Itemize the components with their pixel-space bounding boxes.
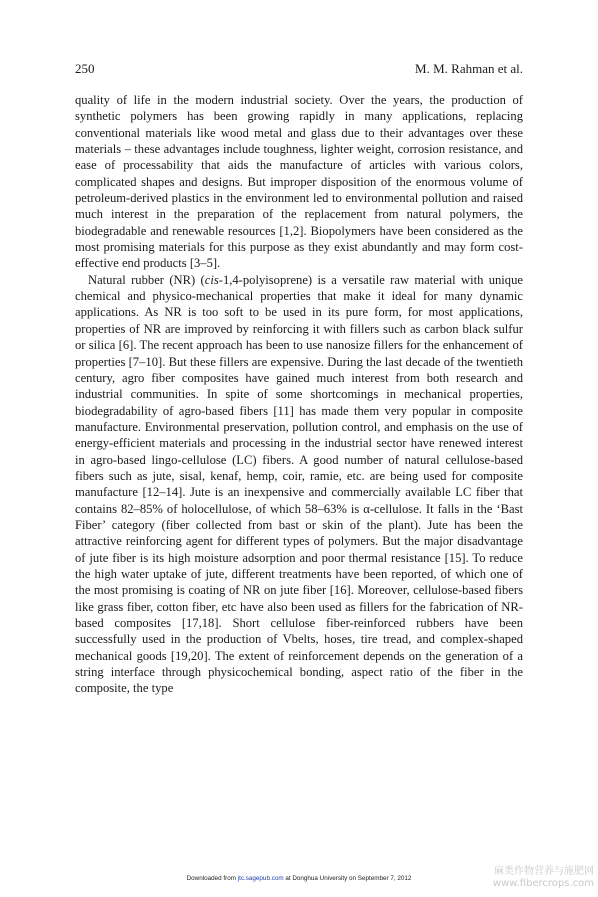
paragraph-text: -1,4-polyisoprene) is a versatile raw material with unique chemical and physico-mechanical properties that make it ideal for many dynamic applications. As NR is too soft to be used in its pure form, for most applications, properties of NR are improved by reinforcing it with fillers such as carbon black sulfur or silica [6]. The recent approach has been to use nanosize fillers for the enhancement of properties [7–10]. But these fillers are expensive. During the last decade of the twentieth century, agro fiber composites have gained much interest from both research and industrial communities. In spite of some shortcomings in mechanical properties, biodegradability of agro-based fibers [11] has made them very popular in composite manufacture. Environmental preservation, pollution control, and emphasis on the use of energy-efficient materials and processing in the industrial sector have renewed interest in agro-based lingo-cellulose (LC) fibers. A good number of natural cellulose-based fibers such as jute, sisal, kenaf, hemp, coir, ramie, etc. are being used for composite manufacture [12–14]. Jute is an inexpensive and commercially available LC fiber that contains 82–85% of holocellulose, of which 58–63% is α-cellulose. It falls in the ‘Bast Fiber’ category (fiber collected from bast or skin of the plant). Jute has been the attractive reinforcing agent for different types of polymers. But the major disadvantage of jute fiber is its high moisture adsorption and poor thermal resistance [15]. To reduce the high water uptake of jute, different treatments have been reported, of which one of the most promising is coating of NR on jute fiber [16]. Moreover, cellulose-based fibers like grass fiber, cotton fiber, etc have also been used as fillers for the fabrication of NR-based composites [17,18]. Short cellulose fiber-reinforced rubbers have been successfully used in the production of Vbelts, hoses, tire tread, and complex-shaped mechanical goods [19,20]. The extent of reinforcement depends on the generation of a string interface through physicochemical bonding, aspect ratio of the fiber in the composite, the type: [75, 272, 523, 696]
page-number: 250: [75, 61, 95, 76]
footer-link[interactable]: jtc.sagepub.com: [237, 875, 284, 882]
watermark-line-2: www.fibercrops.com: [492, 878, 594, 889]
watermark: [493, 866, 594, 890]
footer-prefix: Downloaded from: [186, 875, 238, 882]
paragraph-text: Natural rubber (NR) (: [88, 272, 205, 287]
footer-suffix: at Donghua University on September 7, 2012: [283, 875, 412, 882]
paragraph: [75, 272, 523, 697]
watermark-line-1: 麻类作物营养与施肥网: [494, 866, 594, 877]
italic-text: cis: [204, 272, 219, 287]
body-text: [75, 92, 523, 697]
paragraph: [75, 92, 523, 272]
paragraph-text: quality of life in the modern industrial society. Over the years, the production of synthetic polymers has been growing rapidly in many applications, replacing conventional materials like wood metal and glass due to their advantages over these materials – these advantages include toughness, lighter weight, corrosion resistance, and ease of processability that aids the manufacture of articles with various colors, complicated shapes and designs. But improper disposition of the enormous volume of petroleum-derived plastics in the environment led to environmental pollution and raised much interest in the preparation of the replacement from natural polymers, the biodegradable and renewable resources [1,2]. Biopolymers have been considered as the most promising materials for this purpose as they exist abundantly and may form cost-effective end products [3–5].: [75, 93, 523, 271]
running-head: M. M. Rahman et al.: [415, 61, 523, 76]
